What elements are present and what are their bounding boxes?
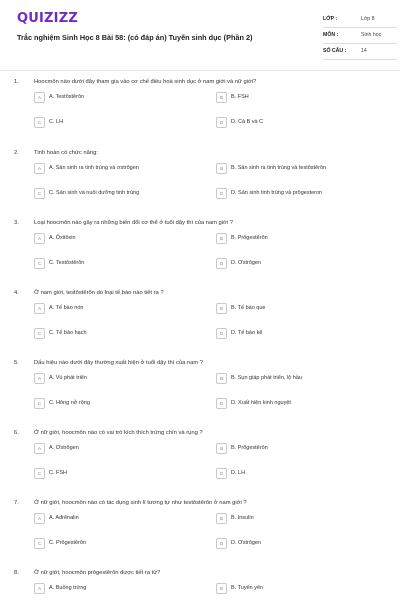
option-letter-badge: B <box>216 233 227 244</box>
option-letter-badge: A <box>34 373 45 384</box>
option-letter-badge: A <box>34 233 45 244</box>
question-number: 7. <box>14 500 19 506</box>
option-text: A. Vú phát triển <box>49 375 87 381</box>
option-letter-badge: C <box>34 398 45 409</box>
option-text: B. Insulin <box>231 515 254 521</box>
option-text: B. Tuyến yên <box>231 585 264 591</box>
document-title: Trắc nghiệm Sinh Học 8 Bài 58: (có đáp án) Tuyến sinh dục (Phần 2) <box>17 33 253 42</box>
option-text: C. Prôgestêrôn <box>49 540 86 546</box>
option-text: D. Xuất hiện kinh nguyệt <box>231 400 291 406</box>
question-item <box>0 150 400 220</box>
option-letter-badge: A <box>34 303 45 314</box>
meta-key: SỐ CÂU : <box>323 48 347 54</box>
meta-row-class <box>323 12 397 28</box>
option-letter-badge: B <box>216 373 227 384</box>
quizizz-logo[interactable]: QUIZIZZ <box>17 11 78 26</box>
meta-key: LỚP : <box>323 16 338 22</box>
question-number: 6. <box>14 430 19 436</box>
option-letter-badge: C <box>34 538 45 549</box>
question-text: Ở nữ giới, hoocmôn nào có tác dụng sinh lí tương tự như testôstêrôn ở nam giới ? <box>34 500 247 506</box>
option-text: C. LH <box>49 119 64 125</box>
question-item <box>0 290 400 360</box>
question-text: Dấu hiệu nào dưới đây thường xuất hiện ở tuổi dậy thì của nam ? <box>34 360 204 366</box>
option-text: D. LH <box>231 470 246 476</box>
option-text: C. Hông nở rộng <box>49 400 90 406</box>
question-number: 2. <box>14 150 19 156</box>
option-text: D. Ơstrôgen <box>231 260 262 266</box>
question-text: Tinh hoàn có chức năng: <box>34 150 98 156</box>
option-text: A. Buồng trứng <box>49 585 87 591</box>
question-item <box>0 500 400 570</box>
option-letter-badge: D <box>216 468 227 479</box>
option-text: C. Testôstêrôn <box>49 260 85 266</box>
option-text: B. FSH <box>231 94 249 100</box>
option-text: B. Tế bào que <box>231 305 266 311</box>
option-text: B. Sụn giáp phát triển, lộ hầu <box>231 375 302 381</box>
option-letter-badge: C <box>34 468 45 479</box>
option-text: D. Sản sinh tinh trùng và prôgesteron <box>231 190 323 196</box>
option-letter-badge: D <box>216 258 227 269</box>
option-text: B. Prôgestêrôn <box>231 235 268 241</box>
option-letter-badge: D <box>216 398 227 409</box>
meta-value: Sinh học <box>361 32 382 38</box>
option-text: D. Ơstrôgen <box>231 540 262 546</box>
option-letter-badge: B <box>216 92 227 103</box>
meta-row-count <box>323 44 397 60</box>
option-letter-badge: B <box>216 303 227 314</box>
option-letter-badge: A <box>34 583 45 594</box>
option-letter-badge: D <box>216 188 227 199</box>
option-text: A. Ôxitôxin <box>49 235 76 241</box>
option-text: A. Testôstêrôn <box>49 94 85 100</box>
meta-value: Lớp 8 <box>361 16 375 22</box>
option-letter-badge: B <box>216 513 227 524</box>
option-letter-badge: A <box>34 92 45 103</box>
option-text: C. Sản sinh và nuôi dưỡng tinh trùng <box>49 190 140 196</box>
meta-row-subject <box>323 28 397 44</box>
question-text: Ở nữ giới, hoocmôn prôgestêrôn được tiết ra từ? <box>34 570 161 576</box>
question-text: Hoocmôn nào dưới đây tham gia vào cơ chế điều hoà sinh dục ở nam giới và nữ giới? <box>34 79 257 85</box>
option-text: D. Tế bào kẽ <box>231 330 263 336</box>
option-letter-badge: B <box>216 163 227 174</box>
option-letter-badge: C <box>34 258 45 269</box>
option-text: A. Tế bào nón <box>49 305 84 311</box>
option-text: C. FSH <box>49 470 68 476</box>
option-text: A. Ađrênalin <box>49 515 79 521</box>
option-letter-badge: B <box>216 583 227 594</box>
question-text: Loại hoocmôn nào gây ra những biến đổi cơ thể ở tuổi dậy thì của nam giới ? <box>34 220 233 226</box>
question-number: 3. <box>14 220 19 226</box>
meta-value: 14 <box>361 48 367 54</box>
option-letter-badge: D <box>216 538 227 549</box>
option-text: B. Sản sinh ra tinh trùng và testôstêrôn <box>231 165 327 171</box>
question-item <box>0 360 400 430</box>
header-divider <box>0 70 400 71</box>
option-letter-badge: C <box>34 328 45 339</box>
option-text: C. Tế bào hạch <box>49 330 87 336</box>
option-letter-badge: D <box>216 117 227 128</box>
option-text: A. Ơstrôgen <box>49 445 79 451</box>
meta-key: MÔN : <box>323 32 339 38</box>
document-header <box>0 0 400 70</box>
option-text: A. Sản sinh ra tinh trùng và ơstrôgen <box>49 165 139 171</box>
option-letter-badge: A <box>34 443 45 454</box>
option-letter-badge: C <box>34 188 45 199</box>
question-text: Ở nữ giới, hoocmôn nào có vai trò kích thích trứng chín và rụng ? <box>34 430 203 436</box>
question-number: 5. <box>14 360 19 366</box>
question-item <box>0 79 400 149</box>
option-text: D. Cả B và C <box>231 119 264 125</box>
question-number: 1. <box>14 79 19 85</box>
meta-table <box>323 12 397 60</box>
option-letter-badge: D <box>216 328 227 339</box>
option-letter-badge: C <box>34 117 45 128</box>
question-text: Ở nam giới, testôstêrôn do loại tế bào nào tiết ra ? <box>34 290 164 296</box>
option-letter-badge: B <box>216 443 227 454</box>
question-item <box>0 430 400 500</box>
question-number: 4. <box>14 290 19 296</box>
option-text: B. Prôgestêrôn <box>231 445 268 451</box>
question-item <box>0 220 400 290</box>
option-letter-badge: A <box>34 513 45 524</box>
question-item <box>0 570 400 600</box>
question-number: 8. <box>14 570 19 576</box>
option-letter-badge: A <box>34 163 45 174</box>
